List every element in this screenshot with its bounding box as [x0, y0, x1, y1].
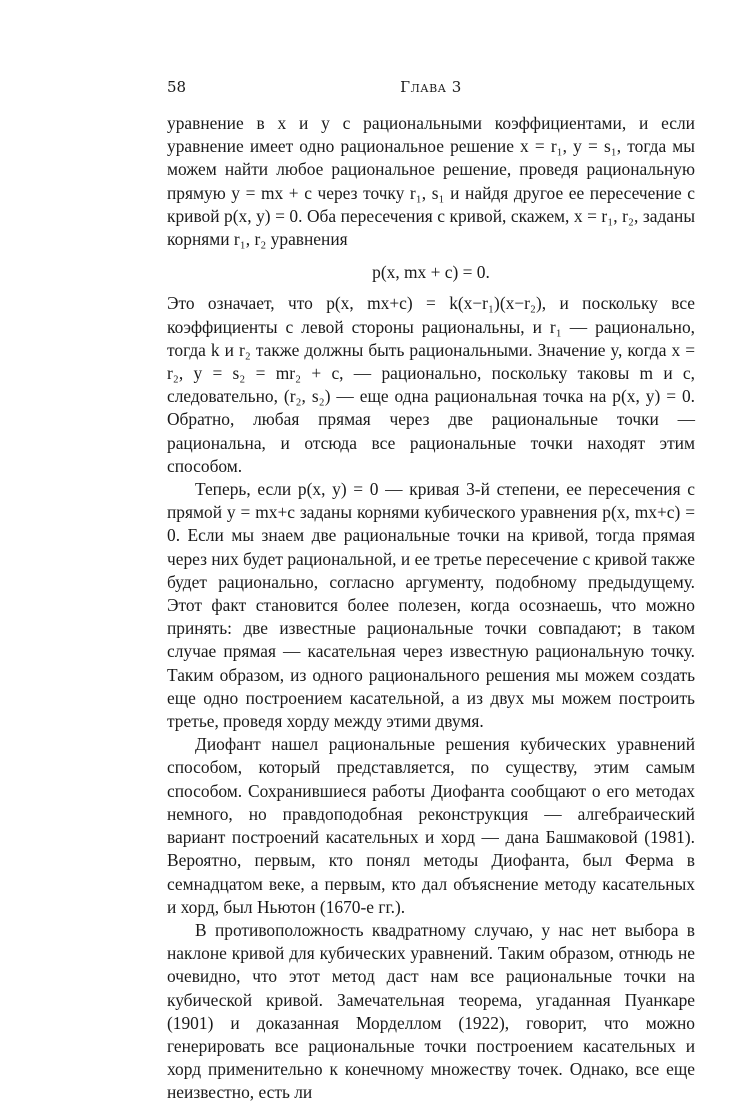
page-header [167, 78, 695, 100]
paragraph-2: Это означает, что p(x, mx+c) = k(x−r₁)(x−r₂), и поскольку все коэффициенты с левой стороны рациональны, и r₁ — рационально, тогда k и r₂ также должны быть рациональными. Значение y, когда x = r₂, y = s₂ = mr₂ + c, — рационально, поскольку таковы m и c, следовательно, (r₂, s₂) — еще одна рациональная точка на p(x, y) = 0. Обратно, любая прямая через две рациональные точки — рациональна, и отсюда все рациональные точки находят этим способом. [167, 293, 695, 476]
page-number: 58 [167, 78, 187, 96]
display-formula: p(x, mx + c) = 0. [372, 262, 490, 283]
body-text [167, 112, 695, 1105]
paragraph-5: В противоположность квадратному случаю, у нас нет выбора в наклоне кривой для кубических уравнений. Таким образом, отнюдь не очевидно, что этот метод даст нам все рациональные точки на кубической кривой. Замечательная теорема, угаданная Пуанкаре (1901) и доказанная Морделлом (1922), говорит, что можно генерировать все рациональные точки построением касательных и хорд применительно к конечному множеству точек. Однако, все еще неизвестно, есть ли [167, 919, 695, 1103]
paragraph-1: уравнение в x и y с рациональными коэффициентами, и если уравнение имеет одно рациональное решение x = r₁, y = s₁, тогда мы можем найти любое рациональное решение, проведя рациональную прямую y = mx + c через точку r₁, s₁ и найдя другое ее пересечение с кривой p(x, y) = 0. Оба пересечения с кривой, скажем, x = r₁, r₂, заданы корнями r₁, r₂ уравнения [167, 113, 695, 250]
paragraph-3: Теперь, если p(x, y) = 0 — кривая 3-й степени, ее пересечения с прямой y = mx+c заданы корнями кубического уравнения p(x, mx+c) = 0. Если мы знаем две рациональные точки на кривой, тогда прямая через них будет рациональной, и ее третье пересечение с кривой также будет рационально, согласно аргументу, подобному предыдущему. Этот факт становится более полезен, когда осознаешь, что можно принять: две известные рациональные точки совпадают; в таком случае прямая — касательная через известную рациональную точку. Таким образом, из одного рационального решения мы можем создать еще одно построением касательной, а из двух мы можем построить третье, проведя хорду между этими двумя. [167, 479, 695, 732]
paragraph-4: Диофант нашел рациональные решения кубических уравнений способом, который представляется, по существу, этим самым способом. Сохранившиеся работы Диофанта сообщают о его методах немного, но правдоподобная реконструкция — алгебраический вариант построений касательных и хорд — дана Башмаковой (1981). Вероятно, первым, кто понял методы Диофанта, был Ферма в семнадцатом веке, а первым, кто дал объяснение методу касательных и хорд, был Ньютон (1670-е гг.). [167, 734, 695, 917]
chapter-title: Глава 3 [400, 78, 462, 96]
